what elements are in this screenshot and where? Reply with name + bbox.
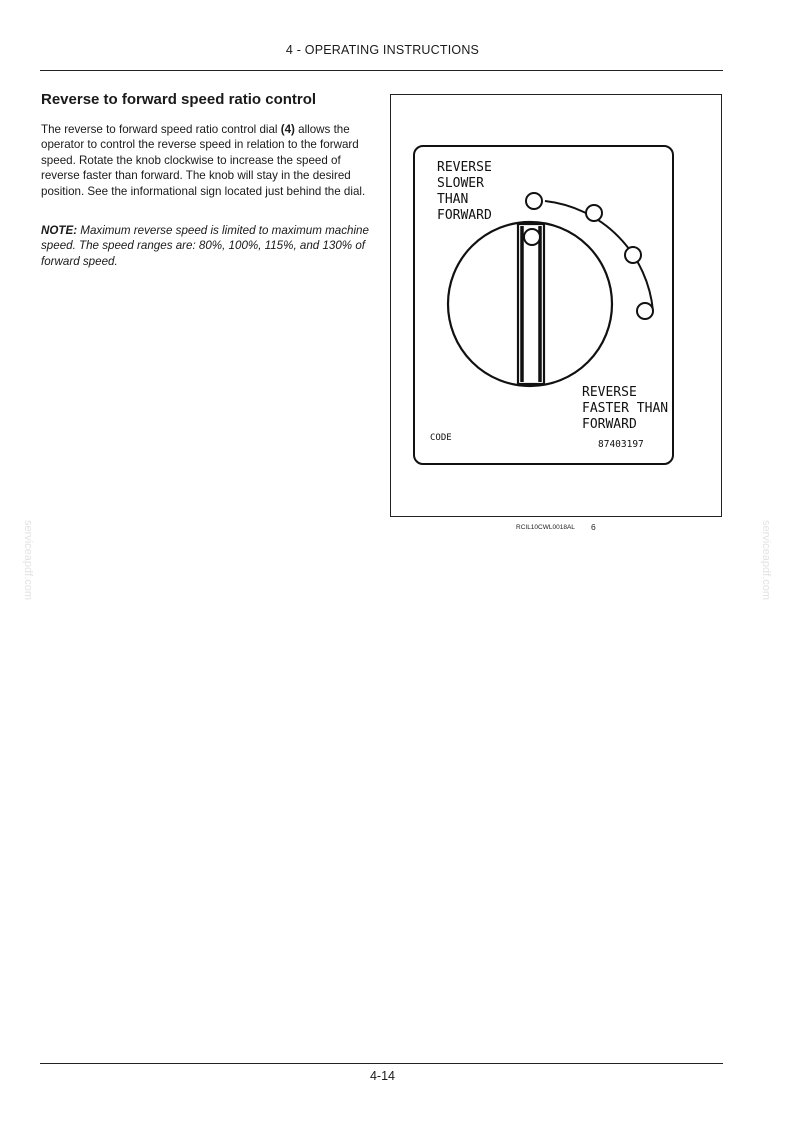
body-text-start: The reverse to forward speed ratio control dial	[41, 123, 281, 136]
slower-label-line-4: FORWARD	[437, 208, 492, 223]
page-header-title: 4 - OPERATING INSTRUCTIONS	[285, 43, 480, 57]
section-title: Reverse to forward speed ratio control	[41, 91, 317, 108]
note-body: Maximum reverse speed is limited to maximum machine speed. The speed ranges are: 80%, 100%, 115%, and 130% of forward speed.	[41, 224, 369, 268]
faster-label-line-2: FASTER THAN	[582, 401, 669, 416]
slower-label-line-1: REVERSE	[437, 160, 492, 175]
dial-reference: (4)	[280, 123, 295, 136]
speed-position-100-icon	[586, 205, 602, 221]
note-label: NOTE:	[41, 224, 78, 237]
watermark-right: serviceapdf.com	[760, 519, 772, 601]
speed-position-130-icon	[637, 303, 653, 319]
header-divider	[40, 70, 723, 71]
speed-ratio-sign-illustration	[391, 95, 723, 518]
speed-position-80-icon	[526, 193, 542, 209]
figure-number: 6	[591, 522, 596, 532]
slower-label-line-3: THAN	[437, 192, 469, 207]
page-number: 4-14	[369, 1069, 396, 1083]
figure-caption: RCIL10CWL0018AL	[516, 524, 575, 531]
code-label: CODE	[430, 433, 452, 443]
slower-label-line-2: SLOWER	[437, 176, 484, 191]
sign-part-number: 87403197	[598, 439, 644, 450]
faster-label-line-1: REVERSE	[582, 385, 637, 400]
footer-divider	[40, 1063, 723, 1064]
faster-label-line-3: FORWARD	[582, 417, 637, 432]
speed-position-115-icon	[625, 247, 641, 263]
watermark-left: serviceapdf.com	[22, 519, 34, 601]
knob-indicator-icon	[524, 229, 540, 245]
figure-frame	[390, 94, 722, 517]
note-paragraph	[41, 223, 377, 269]
body-paragraph	[41, 122, 377, 199]
body-text-end: allows the operator to control the reverse speed in relation to the forward speed. Rotate the knob clockwise to increase the speed of reverse faster than forward. The knob will stay in the desired position. See the informational sign located just behind the dial.	[41, 123, 366, 198]
